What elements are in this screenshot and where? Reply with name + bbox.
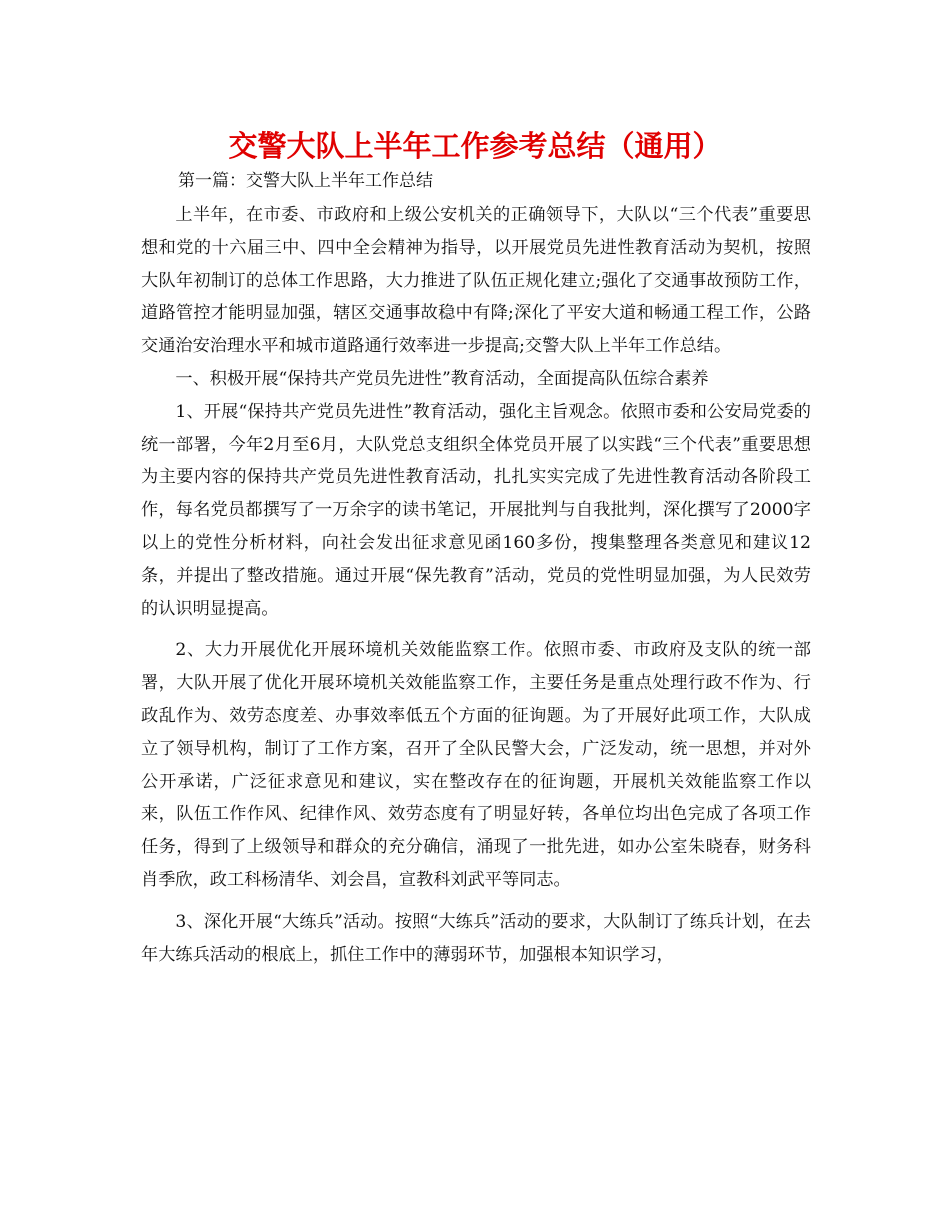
paragraph-item-1: 1、开展“保持共产党员先进性”教育活动，强化主旨观念。依照市委和公安局党委的统一部署，今年2月至6月，大队党总支组织全体党员开展了以实践“三个代表”重要思想为主要内容的保持共产党员先进性教育活动，扎扎实实完成了先进性教育活动各阶段工作，每名党员都撰写了一万余字的读书笔记，开展批判与自我批判，深化撰写了2000字以上的党性分析材料，向社会发出征求意见函160多份，搜集整理各类意见和建议12条，并提出了整改措施。通过开展“保先教育”活动，党员的党性明显加强，为人民效劳的认识明显提高。 [141,401,811,619]
paragraph-item-3: 3、深化开展“大练兵”活动。按照“大练兵”活动的要求，大队制订了练兵计划，在去年大练兵活动的根底上，抓住工作中的薄弱环节，加强根本知识学习， [141,911,811,965]
paragraph-item-2: 2、大力开展优化开展环境机关效能监察工作。依照市委、市政府及支队的统一部署，大队开展了优化开展环境机关效能监察工作，主要任务是重点处理行政不作为、行政乱作为、效劳态度差、办事效率低五个方面的征询题。为了开展好此项工作，大队成立了领导机构，制订了工作方案，召开了全队民警大会，广泛发动，统一思想，并对外公开承诺，广泛征求意见和建议，实在整改存在的征询题，开展机关效能监察工作以来，队伍工作作风、纪律作风、效劳态度有了明显好转，各单位均出色完成了各项工作任务，得到了上级领导和群众的充分确信，涌现了一批先进，如办公室朱晓春，财务科肖季欣，政工科杨清华、刘会昌，宣教科刘武平等同志。 [141,640,811,890]
document-body [141,199,811,971]
paragraph-heading-1: 一、积极开展“保持共产党员先进性”教育活动，全面提高队伍综合素养 [175,368,709,389]
document-title: 交警大队上半年工作参考总结（通用） [228,129,722,163]
paragraph-intro: 上半年，在市委、市政府和上级公安机关的正确领导下，大队以“三个代表”重要思想和党的十六届三中、四中全会精神为指导，以开展党员先进性教育活动为契机，按照大队年初制订的总体工作思路，大力推进了队伍正规化建立;强化了交通事故预防工作，道路管控才能明显加强，辖区交通事故稳中有降;深化了平安大道和畅通工程工作，公路交通治安治理水平和城市道路通行效率进一步提高;交警大队上半年工作总结。 [141,205,811,357]
section-subtitle: 第一篇：交警大队上半年工作总结 [178,171,433,191]
